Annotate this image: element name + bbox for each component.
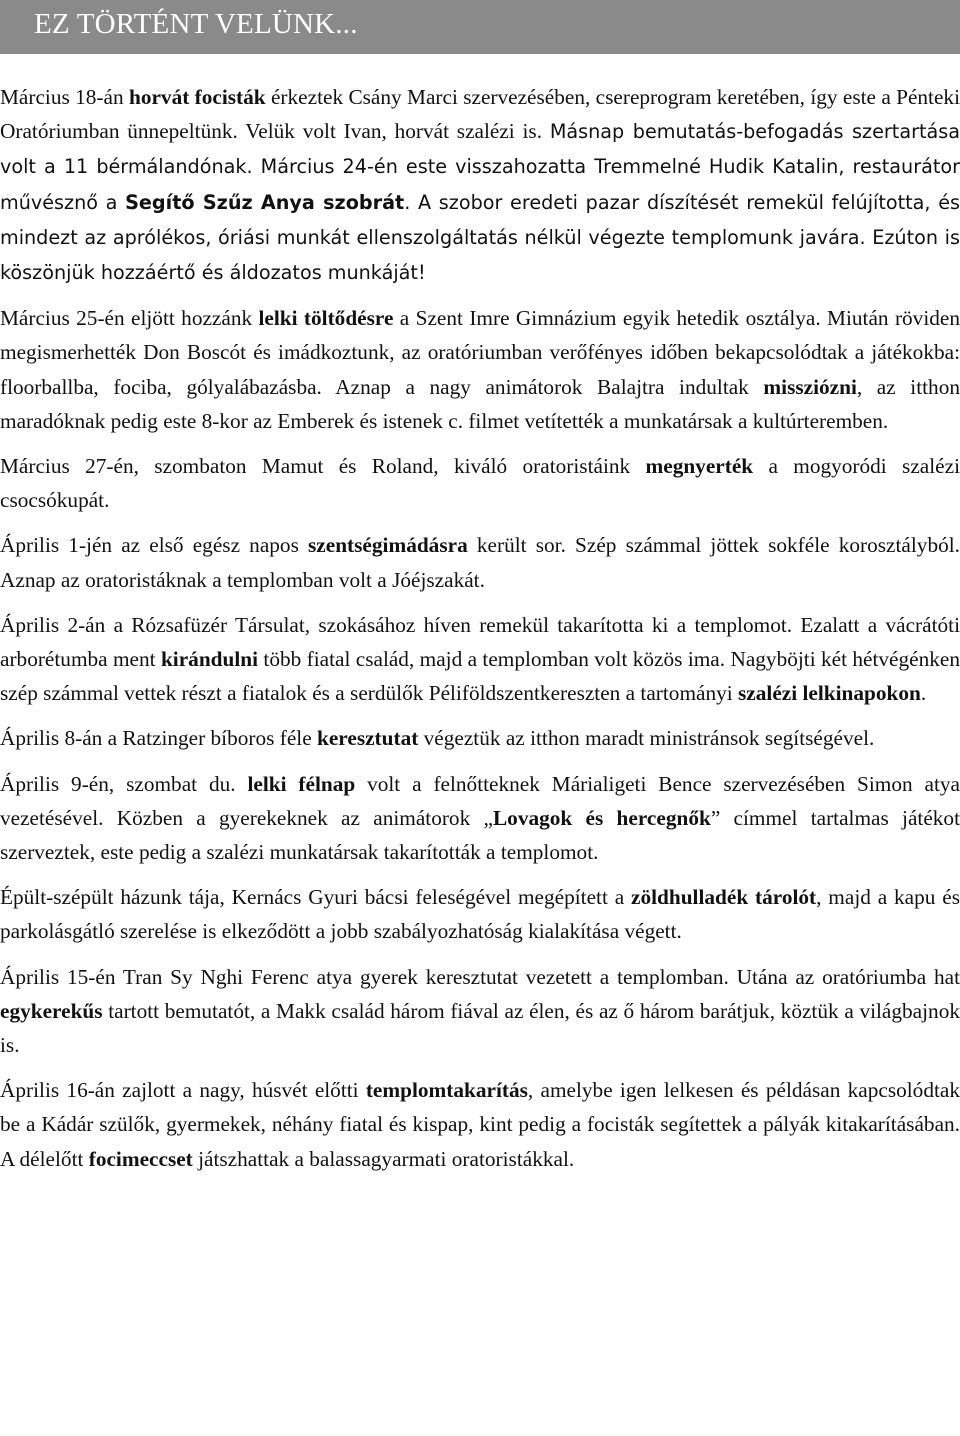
article-paragraph — [0, 880, 960, 948]
paragraph-text: Április 1-jén az első egész napos — [0, 533, 309, 558]
article-paragraph — [0, 960, 960, 1063]
article-paragraph — [0, 721, 960, 755]
paragraph-text: a Szent Imre Gimnázium egyik hetedik osztálya. Miután röviden megismerhették Don Boscót és imádkoztunk, az oratóriumban verőfényes időben bekapcsolódtak a játékokba: floorballba, fociba, gólyalábazásba. Aznap a nagy animátorok Balajtra indultak — [0, 306, 960, 399]
paragraph-text: került sor. Szép számmal jöttek sokféle korosztályból. Aznap az oratoristáknak a templomban volt a Jóéjszakát. — [0, 533, 960, 592]
page-title: EZ TÖRTÉNT VELÜNK... — [34, 8, 358, 40]
highlighted-text: keresztutat — [317, 726, 419, 751]
paragraph-text: Épült-szépült házunk tája, Kernács Gyuri bácsi feleségével megépített a — [0, 885, 631, 910]
article-paragraph — [0, 1073, 960, 1176]
paragraph-text: . A szobor eredeti pazar díszítését remekül felújította, és mindezt az aprólékos, óriási munkát ellenszolgáltatás nélkül végezte templomunk javára. Ezúton is köszönjük hozzáértő és áldozatos munkáját! — [0, 190, 960, 285]
highlighted-text: Lovagok és hercegnők — [492, 805, 711, 830]
paragraph-text: Április 9-én, szombat du. — [0, 771, 248, 796]
highlighted-text: Segítő Szűz Anya szobrát — [125, 190, 405, 214]
article-paragraph — [0, 449, 960, 517]
article-paragraph — [0, 528, 960, 596]
highlighted-text: lelki töltődésre — [258, 306, 394, 331]
paragraph-text: végeztük az itthon maradt ministránsok segítségével. — [418, 726, 875, 751]
paragraph-text: több fiatal család, majd a templomban volt közös ima. Nagyböjti két hétvégénken szép számmal vettek részt a fiatalok és a serdülők Péliföldszentkereszten a tartományi — [0, 647, 960, 706]
paragraph-text: Április 16-án zajlott a nagy, húsvét előtti — [0, 1078, 366, 1103]
highlighted-text: egykerekűs — [0, 998, 103, 1023]
highlighted-text: horvát focisták — [128, 85, 266, 109]
paragraph-text: Március 25-én eljött hozzánk — [0, 306, 259, 331]
paragraph-text: játszhattak a balassagyarmati oratoristákkal. — [192, 1146, 575, 1171]
paragraph-text: . — [920, 681, 927, 706]
highlighted-text: szalézi lelkinapokon — [738, 681, 921, 706]
paragraph-text: Március 27-én, szombaton Mamut és Roland, kiváló oratoristáink — [0, 454, 646, 479]
highlighted-text: kirándulni — [160, 647, 259, 672]
highlighted-text: lelki félnap — [247, 771, 356, 796]
paragraph-text: Március 18-án — [0, 85, 129, 109]
paragraph-text: , amelybe igen lelkesen és példásan kapcsolódtak be a Kádár szülők, gyermekek, néhány fiatal és kispap, kint pedig a focisták segítettek a pályák kitakarításában. A délelőtt — [0, 1078, 960, 1171]
highlighted-text: zöldhulladék tárolót — [631, 885, 817, 910]
article-paragraph — [0, 301, 960, 438]
highlighted-text: focimeccset — [88, 1146, 193, 1171]
header-bar — [0, 0, 960, 54]
paragraph-text: a mogyoródi szalézi csocsókupát. — [0, 454, 960, 513]
highlighted-text: szentségimádásra — [308, 533, 468, 558]
article-paragraph — [0, 608, 960, 711]
highlighted-text: megnyerték — [645, 454, 754, 479]
article-body — [0, 80, 960, 1187]
paragraph-text: ” címmel tartalmas játékot szerveztek, este pedig a szalézi munkatársak takarították a templomot. — [0, 805, 960, 865]
article-paragraph — [0, 767, 960, 870]
paragraph-text: tartott bemutatót, a Makk család három fiával az élen, és az ő három barátjuk, köztük a világbajnok is. — [0, 998, 960, 1058]
paragraph-text: Április 8-án a Ratzinger bíboros féle — [0, 726, 317, 751]
paragraph-text: volt a felnőtteknek Márialigeti Bence szervezésében Simon atya vezetésével. Közben a gyerekeknek az animátorok „ — [0, 771, 960, 830]
paragraph-text: , az itthon maradóknak pedig este 8-kor az Emberek és istenek c. filmet vetítették a munkatársak a kultúrteremben. — [0, 374, 960, 433]
article-paragraph — [0, 80, 960, 290]
paragraph-text: Másnap bemutatás-befogadás szertartása volt a 11 bérmálandónak. Március 24-én este visszahozatta Tremmelné Hudik Katalin, restaurátor művésznő a — [0, 120, 960, 214]
paragraph-text: érkeztek Csány Marci szervezésében, csereprogram keretében, így este a Pénteki Oratóriumban ünnepeltünk. Velük volt Ivan, horvát szalézi is. — [0, 85, 960, 144]
highlighted-text: missziózni — [763, 374, 857, 399]
paragraph-text: Április 2-án a Rózsafüzér Társulat, szokásához híven remekül takarította ki a templomot. Ezalatt a vácrátóti arborétumba ment — [0, 612, 960, 672]
highlighted-text: templomtakarítás — [365, 1078, 528, 1103]
paragraph-text: , majd a kapu és parkolásgátló szerelése is elkeződött a jobb szabályozhatóság kialakítása végett. — [0, 885, 960, 944]
paragraph-text: Április 15-én Tran Sy Nghi Ferenc atya gyerek keresztutat vezetett a templomban. Utána az oratóriumba hat — [0, 964, 960, 989]
